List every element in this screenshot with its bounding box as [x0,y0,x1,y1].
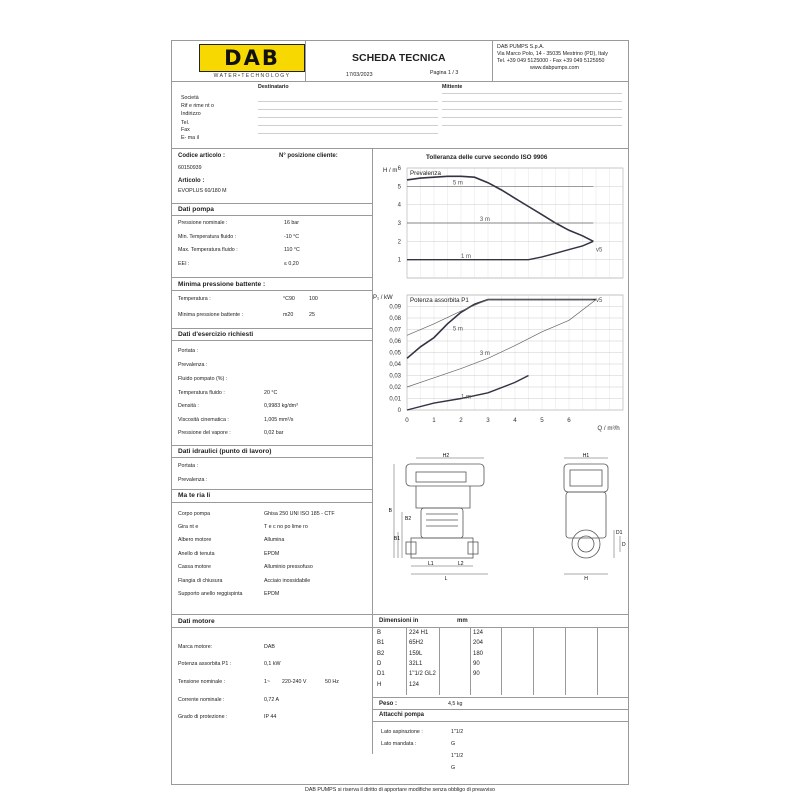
dim-cell: B [377,630,382,636]
article-code-label: Codice articolo : [178,153,226,159]
dim-cell: H [377,682,382,688]
section-rule [172,627,372,628]
field-line [442,101,622,102]
row-value: Alluminio pressofuso [264,564,313,570]
dim-label: B [388,508,392,514]
row-value: EPDM [264,591,280,597]
row-value: G [451,765,456,771]
series-label: 5 m [452,180,463,187]
row-label: Corpo pompa [178,511,211,517]
y-tick-label: 0,06 [389,339,401,345]
section-rule [172,290,372,291]
row-value: Ghisa 250 UNI ISO 185 - CTF [264,511,335,517]
pump-inlet-shape [578,536,594,552]
dim-cell: 180 [473,651,484,657]
article-name-label: Articolo : [178,178,205,184]
row-label: Marca motore: [178,644,213,650]
dim-cell: 65H2 [409,640,424,646]
row-label: Flangia di chiusura [178,578,223,584]
y-tick-label: 0,05 [389,350,401,357]
dim-cell: 204 [473,640,484,646]
row-label: Fluido pompato (%) : [178,376,228,382]
table-col [470,627,471,695]
row-value: 110 °C [284,247,300,253]
motor-housing-shape [416,486,470,508]
pump-volute-shape [572,530,600,558]
section-title-materiali: Ma te ria li [178,492,211,499]
company-website: www.dabpumps.com [530,65,579,71]
table-col [501,627,502,695]
y-tick-label: 0,01 [389,396,401,403]
row-label: Lato aspirazione : [381,729,423,735]
y-tick-label: 0 [397,408,401,414]
section-rule [172,489,372,490]
row-label: Pressione del vapore : [178,430,231,436]
head-chart [383,166,623,278]
field-line [442,117,622,118]
header-divider [305,40,306,82]
section-title-idraulici: Dati idraulici (punto di lavoro) [178,448,272,455]
section-rule [172,277,372,278]
weight-value: 4,5 kg [448,701,463,707]
row-label: Tensione nominale : [178,679,226,685]
series-label: 3 m [479,350,490,357]
x-tick-label: 3 [486,417,490,424]
row-value: 100 [309,296,318,302]
section-title-min-press: Minima pressione battente : [178,281,266,288]
contact-label: Società [181,95,199,101]
divider [171,614,629,615]
panel-title: Potenza assorbita P1 [410,297,469,304]
x-axis [405,417,620,432]
row-label: EEI : [178,261,190,267]
y-tick-label: 0,09 [389,304,401,311]
row-label: Anello di tenuta [178,551,215,557]
x-tick-label: 5 [540,417,544,424]
row-value: 25 [309,312,315,318]
x-tick-label: 6 [567,417,571,424]
row-value: -10 °C [284,234,300,240]
section-rule [172,328,372,329]
row-value: °C90 [283,296,295,302]
pump-body-shape [411,538,473,558]
divider [171,148,629,149]
field-line [442,125,622,126]
dim-label: H [584,576,588,582]
dim-cell: D1 [377,671,385,677]
field-line [258,101,438,102]
dim-cell: B2 [377,651,385,657]
row-value: ≤ 0,20 [284,261,299,267]
section-rule [172,203,372,204]
dim-cell: 124 [473,630,484,636]
row-label: Portata : [178,463,199,469]
row-label: Corrente nominale : [178,697,225,703]
row-label: Pressione nominale : [178,220,228,226]
dim-label: D1 [616,530,623,536]
row-label: Temperatura : [178,296,211,302]
section-rule [172,340,372,341]
row-value: 1,005 mm²/s [264,417,294,423]
section-title-esercizio: Dati d'esercizio richiesti [178,331,254,338]
row-value: EPDM [264,551,280,557]
row-value: 220-240 V [282,679,307,685]
row-value: IP 44 [264,714,277,720]
dim-label: B1 [393,536,400,542]
row-value: 20 °C [264,390,278,396]
y-tick-label: 0,04 [389,362,401,368]
field-line [258,117,438,118]
chart-title: Tolleranza delle curve secondo ISO 9906 [426,154,548,161]
dim-cell: 124 [409,682,420,688]
row-value: Allumina [264,537,285,543]
table-col [597,627,598,695]
row-label: Max. Temperatura fluido : [178,247,238,253]
terminal-box-shape [406,464,484,486]
y-tick-label: 1 [397,257,401,264]
y-tick-label: 0,02 [389,385,401,391]
y-tick-label: 0,03 [389,373,401,380]
series-label: 3 m [479,217,490,224]
y-axis-label: P₁ / kW [373,295,393,301]
field-line [258,109,438,110]
y-tick-label: 0,07 [389,327,401,334]
y-tick-label: 3 [397,221,401,227]
company-name: DAB PUMPS S.p.A. [497,44,545,50]
dim-cell: 32L1 [409,661,423,667]
row-label: Prevalenza : [178,362,208,368]
connections-title: Attacchi pompa [379,712,425,718]
row-value: DAB [264,644,275,650]
dim-label: H2 [442,453,450,459]
y-tick-label: 5 [397,184,401,191]
field-line [258,133,438,134]
series-label: v5 [596,247,603,254]
dim-label: L2 [458,561,464,567]
terminal-box-shape [564,464,608,492]
motor-body-shape [421,508,463,538]
y-axis-label: H / m [383,168,398,174]
dim-cell: 90 [473,661,480,667]
contact-label: Tel. [181,120,190,126]
section-rule [172,445,372,446]
y-tick-label: 2 [397,239,401,246]
row-value: 0,72 A [264,697,280,703]
y-tick-label: 4 [397,202,401,209]
section-rule [172,457,372,458]
dim-cell: 159L [409,651,423,657]
row-value: 0,1 kW [264,661,281,667]
panel-title: Prevalenza [410,170,441,177]
dim-label: B2 [405,516,412,522]
row-label: Minima pressione battente : [178,312,244,318]
pump-side-drawing [376,452,506,582]
performance-chart [373,160,629,440]
section-title-motore: Dati motore [178,618,215,625]
date-text: 17/03/2023 [346,72,373,78]
field-line [258,125,438,126]
row-value: 16 bar [284,220,300,226]
row-value: 0,02 bar [264,430,284,436]
row-label: Lato mandata : [381,741,417,747]
weight-label: Peso : [379,701,398,707]
row-value: 1~ [264,679,271,685]
row-label: Densità : [178,403,199,409]
row-label: Gira nt e [178,524,199,530]
x-tick-label: 2 [459,417,463,424]
dim-label: D [622,542,626,548]
table-col [439,627,440,695]
row-label: Cassa motore [178,564,211,570]
table-col [533,627,534,695]
series-label: v5 [596,297,603,304]
section-rule [172,215,372,216]
row-label: Min. Temperatura fluido : [178,234,237,240]
dimensions-title: Dimensioni in [379,618,419,624]
footer-note: DAB PUMPS si riserva il diritto di apportare modifiche senza obbligo di preavviso [305,787,495,793]
pump-front-drawing [550,452,630,582]
series-line-5m [407,300,593,336]
divider [373,721,629,722]
customer-position-label: N° posizione cliente: [279,153,338,159]
series-label: 1 m [461,394,472,401]
row-value: T e c no po lime ro [264,524,308,530]
divider [171,81,629,82]
dim-label: L [444,576,448,582]
page-title: SCHEDA TECNICA [352,52,446,64]
contact-label: Indirizzo [181,111,201,117]
row-value: 0,9983 kg/dm³ [264,403,298,409]
dimensions-unit: mm [457,618,468,624]
field-line [442,93,622,94]
row-value: 50 Hz [325,679,339,685]
row-value: 1"1/2 [451,729,464,735]
row-label: Temperatura fluido : [178,390,225,396]
power-chart [373,295,623,414]
table-col [406,627,407,695]
logo-tagline: WATER•TECHNOLOGY [213,73,291,79]
series-label: 5 m [452,326,463,333]
x-tick-label: 4 [513,417,517,424]
dim-label: L1 [428,561,434,567]
company-phone: Tel. +39 049 5125000 - Fax +39 049 5125950 [497,58,605,64]
field-line [442,109,622,110]
row-label: Potenza assorbita P1 : [178,661,232,667]
contact-label: Rif e rime nt o [181,103,214,109]
row-label: Supporto anello reggispinta [178,591,243,597]
contact-label: E- ma il [181,135,199,141]
row-value: G [451,741,456,747]
dim-cell: 1"1/2 GL2 [409,671,436,677]
terminal-inner-shape [570,470,602,486]
dim-cell: D [377,661,382,667]
row-label: Portata : [178,348,199,354]
row-label: Viscosità cinematica : [178,417,229,423]
sender-header: Mittente [442,84,463,90]
header-divider [492,40,493,82]
x-axis-label: Q / m³/h [597,425,620,432]
row-label: Grado di protezione : [178,714,228,720]
dim-label: H1 [582,453,590,459]
x-tick-label: 1 [432,417,436,424]
contact-label: Fax [181,127,190,133]
dim-cell: B1 [377,640,385,646]
row-value: m20 [283,312,294,318]
series-label: 1 m [461,253,472,260]
section-title-dati-pompa: Dati pompa [178,206,214,213]
x-tick-label: 0 [405,417,409,424]
article-code: 60150939 [178,165,202,171]
row-label: Prevalenza : [178,477,208,483]
dim-cell: 90 [473,671,480,677]
row-value: Acciaio inossidabile [264,578,311,584]
recipient-header: Destinatario [258,84,289,90]
section-rule [172,502,372,503]
terminal-inner-shape [416,472,466,482]
page-number: Pagina 1 / 3 [430,70,459,76]
table-col [565,627,566,695]
row-value: 1"1/2 [451,753,464,759]
y-tick-label: 0,08 [389,316,401,322]
series-line-1m [407,241,593,259]
dab-logo: DAB [199,44,305,72]
company-address: Via Marco Polo, 14 - 35035 Mestrino (PD), Italy [497,51,608,57]
motor-body-shape [566,492,606,538]
article-name: EVOPLUS 60/180 M [178,188,227,194]
y-tick-label: 6 [397,166,401,172]
divider [373,697,629,698]
dim-cell: 224 H1 [409,630,429,636]
row-label: Albero motore [178,537,212,543]
divider [373,709,629,710]
